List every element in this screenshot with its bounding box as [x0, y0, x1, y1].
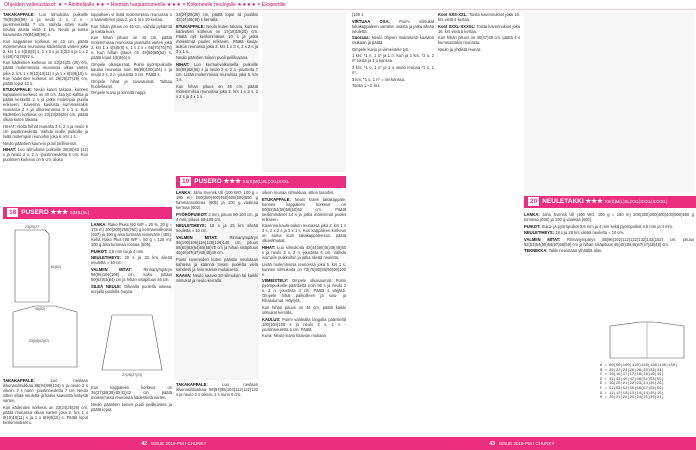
paragraph: Luo silmukoita puikoille 78(86)90(98) s ja neulo 2 s, 2 n -joustinneuletta 7 cm. Vaihda sitten isoille neuloa alusta vielä 1 krs. Neulo ja katso kaavaosta 76(84)88(96) s.: [3, 12, 88, 38]
measure-label: 27(28)27(29): [122, 373, 143, 377]
column-1: [3, 12, 88, 205]
paragraph: Rako Pluss (90 WP = 20 %, 30 g = 175 m) 200(200)250(250) g kermanvalkoista (607) ja 100 g alsa tummaa viininvärin (455). Kehä Rako Plus (90 WP = 50 g = 125 m): 100 g alsa tummaa roosaa (509).: [91, 222, 172, 248]
paragraph: Kun hihan pituus on 46(47)48 cm, päätä 4 s kummastakin reunasta.: [438, 35, 520, 46]
paragraph: 18 s ja 25 krs sileää neuletta = 10 cm.: [176, 223, 258, 234]
paragraph: 3 mm, pituus 60-100 cm, ja 4 mm, pituus 60-100 cm.: [176, 211, 258, 222]
sleeve-outline: [102, 315, 162, 370]
paragraph: Kun hihan pituus on 46 cm, päätä kaikki silmukat kerralla.: [262, 304, 346, 316]
paragraph: Kun hihan pituus on 46 cm, vaihda pykämtä ja toista kuin.: [91, 23, 172, 34]
difficulty-stars: ★★★: [585, 198, 603, 205]
size-range: XS(S)M(L)XL(XXL)XXXL: [242, 179, 290, 184]
left-page-footer: [0, 437, 348, 450]
section-head: TAKAKAPPALE:: [3, 12, 35, 17]
measurement-row: F = 52(53)54(55)56(57)58(59): [600, 386, 664, 391]
size-range: XS(S)M(L)XL(XXL)XXXL(XXXXL): [604, 199, 668, 204]
pattern-18-sleeve-schematic: [92, 310, 172, 380]
paragraph: Ompele kuvio ja viimeistele työ.: [352, 46, 410, 52]
pattern-number: 20: [530, 198, 538, 205]
section-head: VIRTUAA OSA:: [352, 18, 390, 24]
paragraph: Ompele kuvio ja kiinnitä nappi.: [91, 90, 147, 96]
paragraph: 3 krs: *1 o, 1 n* = rivi kanssa.: [352, 76, 406, 82]
section-head: VIIMEISTELY:: [262, 278, 289, 284]
pattern-20-materials: [524, 212, 694, 312]
paragraph: loppuksen vi lisää molemmissa reunoissa 1 s saavuttelen joka 2. ja 4. krs 10 kertaa.: [91, 12, 172, 23]
paragraph: Suka- ja pyöröpuikot 3,5 mm ja 4 mm sekä pyöröpuikot 3,5 mm ja 4 mm.: [541, 223, 674, 229]
paragraph: Neulo pääntien toinen puoli peilikuvana ja päätä loput.: [91, 401, 172, 412]
pattern-18-back: [3, 378, 88, 436]
pattern-19-banner: [176, 176, 346, 188]
paragraph: Neulo kuten takana, kunnes kädentien korkeus on 17(18)19(20) cm. Päätä nyt keskimmäiset 10 s ja jatka molemmat puolet erikseen. Päätä kaula-aukon reunassa joka 2. krs 1 x 3 s, 2 x 2 s ja 3 x 1 s.: [176, 23, 258, 54]
paragraph: 2 krs: *1 o, 1 n* ja 1 o neulo reunaa *1 o, 1 n*.: [352, 64, 434, 75]
column-4: [262, 190, 346, 436]
photo-area: [262, 12, 346, 172]
measurement-row: B = 20(22)24(26)28(30)32(34): [600, 368, 664, 373]
section-head: ETUKAPPALE:: [176, 23, 205, 29]
column-3: [176, 12, 258, 172]
section-head: Koot XXS-XXL:: [438, 12, 468, 17]
section-head: SILEÄ NEULE:: [91, 283, 122, 289]
size-range: S(M)L(XL): [69, 210, 90, 215]
photo-area: [524, 12, 694, 192]
section-head: ETUKAPPALE:: [262, 196, 291, 202]
paragraph: Rinnanympärys 88(96)102(112)122(132)142(152) cm, pituus 52(53)54(55)56(57)58(59) cm ja hihan sisäpituus 45(45)46(46)47(47)48(48) cm.: [524, 236, 694, 247]
measurement-row: D = 41(43)45(47)49(51)53(55): [600, 377, 664, 382]
paragraph: Luo silmukoita puikoille 36(36)40 (42) s ja neulo 2 s, 2 n -joustinneuletta 6 cm. Kun puolimen korkeus on 5 cm, aloita: [3, 147, 88, 163]
paragraph: Neulo ja yhdistä reunat.: [438, 46, 482, 52]
paragraph: Poimi silmukat takakappaleen vartalon osasta ja jatka sileää neuletta.: [352, 18, 434, 34]
pattern-18-materials: [91, 222, 172, 307]
paragraph: Rinnanympärys 96(96)104(106) cm, koko pituus 60(62)63(64) cm ja hihan sisäpituus 46 cm.: [91, 266, 172, 282]
paragraph: Luo kermanvalkoisella puikoille 56(58)62(66) s ja neulo 2 s, 2 n -joustinta 7 cm. Lisää molemmissa reunoissa joka 6. krs 1 s.: [176, 61, 258, 83]
paragraph: Ompele olkasaumat. Poimi pyöröpuikoille pääntieltä noin 96 s ja neulo 2 s, 2 n -joustinta 3 cm. Päätä s väljästi. Ompele hihat paikoilleen ja sivu- ja hihasaumat. Höyrytä.: [262, 278, 346, 304]
section-head: Suorana:: [352, 35, 370, 41]
paragraph: Luo neulaan ikkunasilmukkaa 86(94)98(104)112(122)132 s ja neulo 2 s oikein, 2 s nurin 6 cm.: [176, 382, 258, 398]
pattern-20-banner: [524, 196, 696, 208]
paragraph: Jahu Svensk Ull (100 WO, 100 g = 180 m) 300(350)400(450)500(500)550 g tummanruskeaa (605) ja 100 g vaaleaa kermaa (602).: [176, 190, 258, 211]
section-head: TAKAKAPPALE:: [3, 378, 35, 383]
paragraph: Toista kavennukset joka 10. krs vielä 4 kertaa.: [438, 12, 520, 23]
sleeve-outline: [15, 230, 49, 302]
paragraph: Rinnanympärys 96(100)106(116)128(138)148 cm, pituus 58(60)62(64)66(68)70 cm ja hihan sisäpituus 46(46)47(47)48(48)49 cm.: [176, 234, 258, 256]
difficulty-stars: ★★★: [50, 209, 68, 216]
section-head: Koot XXXL-XXXXL:: [438, 23, 476, 29]
paragraph: Takki neulotaan ylhäältä alas.: [548, 248, 603, 254]
section-head: TAKAKAPPALE:: [176, 382, 208, 387]
measurement-row: A = 80(90)100(110)120(130)140(150): [600, 364, 678, 368]
column-5: [352, 12, 434, 192]
pattern-18-back-cont: [91, 385, 172, 435]
paragraph: (100 s: [352, 12, 364, 17]
measure-label: 60(62): [51, 265, 62, 269]
paragraph: Kun kädentien korkeus on 23(24)25 (26) cm, päätä molemmissa reunoissa olkaa varten joka 2. krs 1 x 9(10)10(11) s ja 1 x 8(9)9(10) s. Kun kädentien korkeus on 26(26)27(28) cm, päätä loput 42 s.: [3, 60, 88, 86]
section-head: VALMIIN MITAT:: [176, 234, 218, 240]
pattern-20-measurements: [600, 364, 694, 436]
difficulty-stars: ★★★: [223, 178, 241, 185]
paragraph: Toista kavennukset joka 16. krs vielä 5 kertaa.: [438, 23, 520, 34]
paragraph: Neulo pääntien kaunein puoli pirillisessä.: [3, 140, 77, 146]
section-head: PUIKOT:: [524, 223, 541, 229]
section-head: KAULUS:: [262, 316, 281, 322]
pattern-18-schematic: [5, 222, 89, 372]
section-head: LANKA:: [176, 190, 192, 195]
pattern-title: PUSERO: [194, 178, 222, 185]
footer-text: ISSUE 2019-PM Ι CHUNKY: [498, 441, 555, 446]
paragraph: Kuva: Neulo kuvio kaavion mukaan.: [262, 333, 328, 339]
paragraph: HIHAT: Aloita hiihat reunalta 3 s, 2 n ja neulo 6 cm joustinneuletta. Vaihda isoille puikoille ja lisää molempiin reunoihin joka 6. krs 1 s.: [3, 123, 88, 140]
paragraph: Poimi suvereiden kuten pääntie neulotaan kahtena ja käännä toisen puolelta vielä kahdesti ja rivin kuvion mukaisesti.: [176, 256, 258, 272]
measure-label: 23(25)27: [25, 225, 40, 229]
paragraph: Neulo kuten takakappale, kunnes kappaleen korkeus on 50(52)54(56)58(60)62 cm. Päätä keskimmäiset 14 s ja jatka molemmat puolet erikseen.: [262, 196, 346, 222]
paragraph: Oikealla puolella oikeaa, nurjalla puolella nurjaa.: [91, 283, 172, 294]
paragraph: 18 s ja 28 krs sileää neuletta = 10 cm.: [555, 230, 625, 236]
measurement-row: H = 20(21)22(23)24(25)26(27): [600, 396, 664, 401]
page-number: 42: [141, 441, 147, 447]
section-head: VALMIIN MITAT:: [91, 266, 132, 272]
paragraph: Luo neulaan ikkunasilmukkaa 86(94)98(104) s ja neulo 2 s oikein, 2 s nurin -joustinneuletta 7 cm. Neulo sitten siliää neuletta ja katso kaavasta lisäystä varten.: [3, 378, 88, 404]
paragraph: 1 krs: *1 n, 1 o* ja 1 n. Kun ja 1 krs. *2 o, 2 n* toista ja 1 o kanssa.: [352, 53, 434, 64]
section-head: HIHAT:: [176, 61, 190, 67]
section-head: LANKA:: [524, 212, 540, 217]
section-head: PUIKOT:: [91, 248, 108, 254]
paragraph: Neulo ohjeen mukaisesti kaavion mukaan ja päätä.: [352, 35, 434, 46]
paragraph: Kavenna kaula-aukon reunassa joka 2. krs 1 x 3 s, 2 x 2 s ja 3 x 1 s. Kun kappaleen korkeus on sama kuin takakappaleessa, päätä olkasilmukat.: [262, 223, 346, 244]
page-number: 43: [489, 441, 495, 447]
measurement-row: G = 12(12)13(13)14(14)15(15): [600, 391, 664, 396]
paragraph: Lisää molemmissa reunoissa joka 6. krs 1 s, kunnes silmukoita on 72(76)80(86)90(96)100 s.: [262, 261, 346, 277]
measurement-row: E = 19(20)21(22)23(24)25(26): [600, 382, 664, 387]
paragraph: 23(24)25(26) cm, päätä loput sil puoliksi 42(44)46(48) s kerralla.: [176, 12, 258, 23]
section-head: PYÖRÖPUIKOT:: [176, 211, 208, 217]
section-head: NEULETIHEYS:: [176, 223, 207, 229]
paragraph: Neulo kaavio 30 silmukan tai kaikki silmukat ja neulo kerralla.: [176, 273, 258, 284]
difficulty-header: [0, 0, 696, 10]
paragraph: oikein reunaa silmukkaa, sitten tasoihin.: [262, 190, 335, 195]
section-head: HIHAT:: [262, 244, 276, 250]
pattern-20-schematic: [600, 318, 694, 362]
section-head: VALMIIN MITAT:: [524, 236, 561, 242]
footer-text: ISSUE 2019-PM Ι CHUNKY: [150, 441, 207, 446]
paragraph: Ompele hihat ja sivusaumat. Tahtaa huolellisesti.: [91, 78, 172, 89]
paragraph: 20 s ja 32 krs sileää neuletta = 10 cm.: [91, 255, 172, 266]
pattern-19-materials: [176, 190, 258, 380]
paragraph: Kun kappaleen korkeus on 42 cm, päätä molemmissa reunoissa kädentietä varten joka 2. krs 1 x 4(5)5(6) s, 1 x 3 s ja 1(3)3 s ja 1 x 2 s (68)74(78)82 s.: [3, 38, 88, 59]
column-6: [438, 12, 520, 192]
paragraph: 3,5 mm tai ja 4 mm.: [108, 248, 145, 254]
section-head: ETUKAPPALE:: [3, 87, 32, 93]
paragraph: Ompele olkasaumat. Poimi pyöröpuikoille kaulan reunasta noin 96(98)100(104) s ja neulo 2 s, 2 n -joustinta 3 cm. Päätä s.: [91, 61, 172, 78]
section-head: NEULETIHEYS:: [524, 230, 555, 236]
section-head: KAAVA:: [176, 273, 192, 279]
measure-label: 53(58)62(67): [29, 339, 50, 343]
pattern-number: 19: [182, 178, 190, 185]
paragraph: Neulo pääntien toinen puoli peilikuvana.: [176, 55, 249, 61]
section-head: TEKNIIKKA:: [524, 248, 548, 254]
pattern-title: PUSERO: [21, 209, 49, 216]
section-head: HIHAT:: [3, 147, 17, 153]
pattern-19-back: [176, 382, 258, 436]
paragraph: Kun kappaleen korkeus on 36(37)38(39)40(41)42 cm, päätä molemmissa reunoissa kädentietä varten.: [91, 385, 172, 401]
paragraph: Toista 1.–3. krs.: [352, 83, 381, 89]
section-head: NEULETIHEYS:: [91, 255, 122, 261]
paragraph: Jahu Svensk Ull (100 WO, 100 g = 180 m) 200(300)300(400)400(500)500 g tummaa (606) ja 100 g vaaleaa (601).: [524, 212, 694, 223]
paragraph: Neulo kuten takana, kunnes kappaleen korkeus on 40 cm. Jaa työ kahtia ja päätä keskeltä 2 s ja jatka molempia puolia erikseen. Kavenna kaulusta kummassakin reunassa 2 s ja ulkoreunassa 5 x 1 s. Kun kädentien korkeus on 23(24)25(26) cm, päätä olkaa kuten takana.: [3, 87, 88, 123]
pattern-number: 18: [9, 209, 17, 216]
column-2: [91, 12, 172, 112]
section-head: LANKA:: [91, 222, 107, 227]
measure-label: 48(52): [35, 307, 46, 311]
body-outline: [13, 306, 77, 367]
difficulty-legend: Ohjeiden vaikeustasot: ★ = Aloittelijalle ★★ = Hieman harjaantuneelle ★★★ = Kokeneelle neulojalle ★★★★ = Ekspertille: [4, 2, 286, 8]
paragraph: Kun kädentien korkeus on 23(24)25(26) cm, päätä reunassa olkaa varten joka 2. krs 1 x 9(10)10(11) s ja 1 x 8(9)9(10) s. Päätä loput keskimmäiset s.: [3, 404, 88, 425]
paragraph: Luo silmukoita 42(44)46(46)48(48)50 s ja neulo 2 s, 2 n -joustinta 6 cm. Vaihda isompiin puikkoihin ja jatka sileää neuletta.: [262, 244, 346, 261]
measurement-row: C = 16(16)17(17)18(18)19(19): [600, 373, 664, 378]
pattern-18-banner: [3, 207, 172, 219]
paragraph: Poimi vaalealla langalla pääntieltä 100(104)108 s ja neulo 2 s, 2 n -joustinneuletta 6 cm. Päätä.: [262, 316, 346, 332]
paragraph: Kun hihan pituus on 46 cm, päätä molemmissa reunoissa jaostuilla varten joka 2. krs 1 x 4(5)5(6) s, 1 x 2 s = 66(70)76(78) s. Kun hihan pituus on 49(50)50(52) s, päätä loput 4(5)5(6) s.: [91, 35, 172, 61]
pattern-title: NEULETAKKI: [542, 198, 584, 205]
right-page-footer: [348, 437, 696, 450]
paragraph: Kun hihan pituus on 46 cm, päätä molemmissa reunoissa joka 2. krs 1 x 3 s, 2 x 2 s ja 4 x 1 s.: [176, 83, 258, 99]
